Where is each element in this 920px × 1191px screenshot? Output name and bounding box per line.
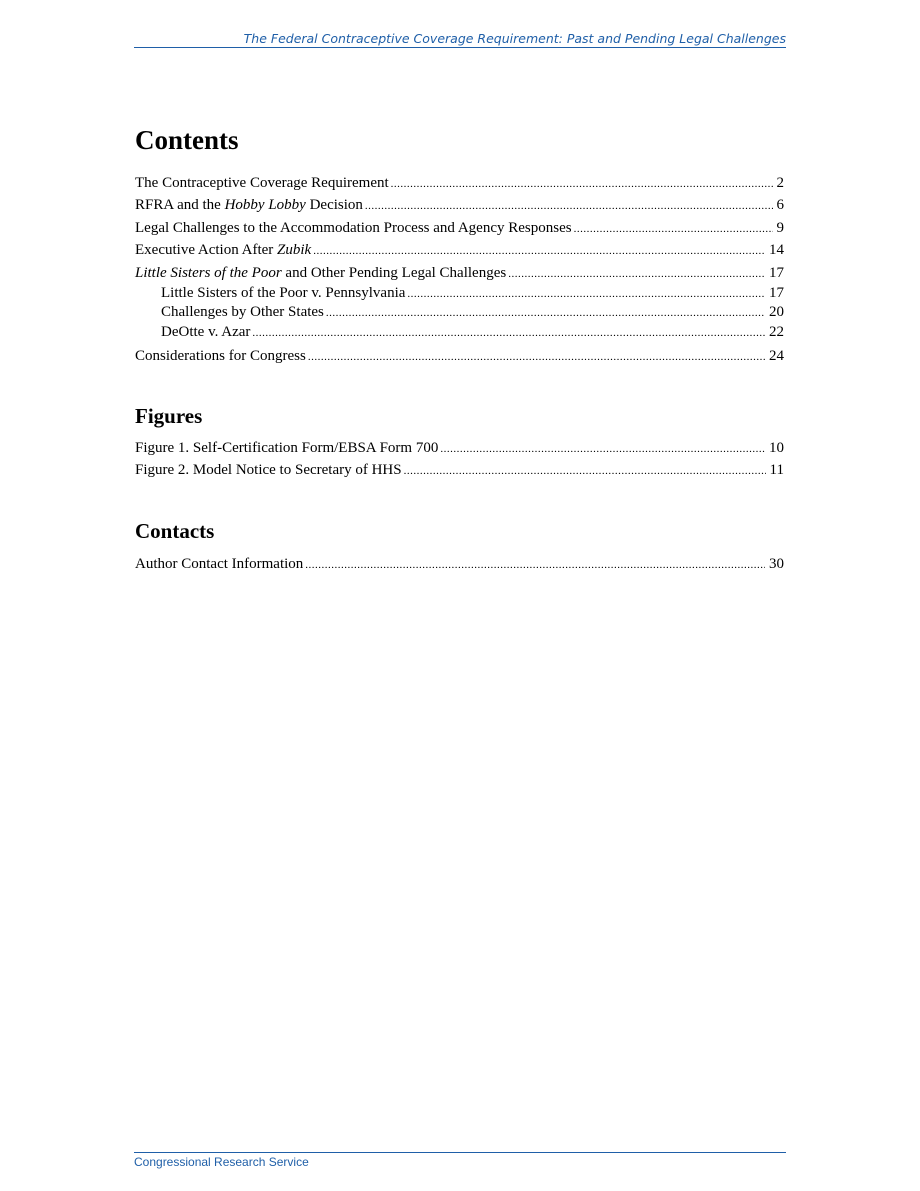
toc-entry-title[interactable] xyxy=(135,172,389,194)
toc-entry-title-text: and Other Pending Legal Challenges xyxy=(281,264,507,281)
dot-leader xyxy=(440,438,765,460)
figures-list xyxy=(135,437,784,482)
toc-entry-title-italic: Zubik xyxy=(277,242,312,259)
toc-entry-page[interactable]: 17 xyxy=(769,284,784,301)
toc-entry-title-text: Challenges by Other States xyxy=(161,304,324,321)
running-header-title: The Federal Contraceptive Coverage Requirement: Past and Pending Legal Challenges xyxy=(243,31,786,46)
toc-entry[interactable] xyxy=(135,459,784,481)
toc-entry[interactable] xyxy=(135,217,784,239)
toc-entry-title[interactable] xyxy=(161,284,405,304)
toc-entry-page[interactable]: 14 xyxy=(769,242,784,259)
toc-entry[interactable] xyxy=(135,262,784,284)
toc-entry[interactable] xyxy=(135,437,784,459)
dot-leader xyxy=(574,218,773,240)
dot-leader xyxy=(313,240,765,262)
dot-leader xyxy=(508,263,765,285)
toc-entry-page[interactable]: 10 xyxy=(769,440,784,456)
toc-entry-title-text: Little Sisters of the Poor v. Pennsylvania xyxy=(161,284,406,301)
toc-entry[interactable] xyxy=(135,284,784,304)
toc-entry-page[interactable]: 30 xyxy=(769,556,784,572)
toc-entry-title-italic: Hobby Lobby xyxy=(224,197,306,214)
toc-entry[interactable] xyxy=(135,303,784,323)
toc-entry-title[interactable] xyxy=(135,194,363,216)
running-header xyxy=(134,30,786,48)
dot-leader xyxy=(252,324,765,344)
toc-entry[interactable] xyxy=(135,553,784,575)
toc-entry-title[interactable] xyxy=(135,217,572,239)
dot-leader xyxy=(308,346,765,368)
dot-leader xyxy=(305,554,765,576)
contacts-list xyxy=(135,553,784,575)
contents-list xyxy=(135,172,784,368)
toc-entry-title-text: RFRA and the xyxy=(135,197,225,214)
toc-entry[interactable] xyxy=(135,323,784,343)
toc-entry-title[interactable] xyxy=(135,459,402,481)
toc-entry-title[interactable] xyxy=(161,303,324,323)
toc-entry-page[interactable]: 11 xyxy=(769,462,784,479)
toc-entry[interactable] xyxy=(135,194,784,216)
toc-entry-title-text: Legal Challenges to the Accommodation Process and Agency Responses xyxy=(135,219,572,236)
toc-entry-page[interactable]: 9 xyxy=(776,219,784,236)
toc-entry-page[interactable]: 6 xyxy=(776,197,784,214)
dot-leader xyxy=(407,285,765,305)
toc-entry[interactable] xyxy=(135,239,784,261)
toc-entry-title-italic: Little Sisters of the Poor xyxy=(135,264,282,281)
toc-entry-title-text: The Contraceptive Coverage Requirement xyxy=(135,175,389,191)
toc-entry[interactable] xyxy=(135,172,784,194)
toc-entry-title-text: Considerations for Congress xyxy=(135,348,306,365)
toc-entry-title[interactable] xyxy=(135,239,311,261)
footer-text: Congressional Research Service xyxy=(134,1155,309,1169)
toc-entry-title-text: Author Contact Information xyxy=(135,556,304,572)
toc-entry-title-text: Figure 2. Model Notice to Secretary of HHS xyxy=(135,462,402,479)
toc-entry-title[interactable] xyxy=(161,323,250,343)
toc-entry-title-text: Decision xyxy=(305,197,363,214)
toc-entry-title-text: Executive Action After xyxy=(135,242,278,259)
toc-entry-title-text: Figure 1. Self-Certification Form/EBSA Form 700 xyxy=(135,440,439,456)
toc-entry-page[interactable]: 20 xyxy=(769,304,784,321)
dot-leader xyxy=(391,173,773,195)
running-footer xyxy=(134,1152,786,1169)
dot-leader xyxy=(404,460,766,482)
toc-entry-title[interactable] xyxy=(135,345,306,367)
toc-entry-title[interactable] xyxy=(135,437,438,459)
dot-leader xyxy=(365,195,773,217)
dot-leader xyxy=(326,304,765,324)
toc-entry-page[interactable]: 2 xyxy=(776,175,784,191)
toc-entry-title-text: DeOtte v. Azar xyxy=(161,323,251,340)
toc-entry[interactable] xyxy=(135,345,784,367)
toc-entry-page[interactable]: 24 xyxy=(769,348,784,365)
toc-entry-title[interactable] xyxy=(135,262,506,284)
toc-entry-page[interactable]: 17 xyxy=(769,264,784,281)
figures-heading: Figures xyxy=(135,404,203,428)
toc-entry-title[interactable] xyxy=(135,553,303,575)
toc-entry-page[interactable]: 22 xyxy=(769,323,784,340)
contacts-heading: Contacts xyxy=(135,519,215,543)
contents-heading: Contents xyxy=(135,125,239,155)
